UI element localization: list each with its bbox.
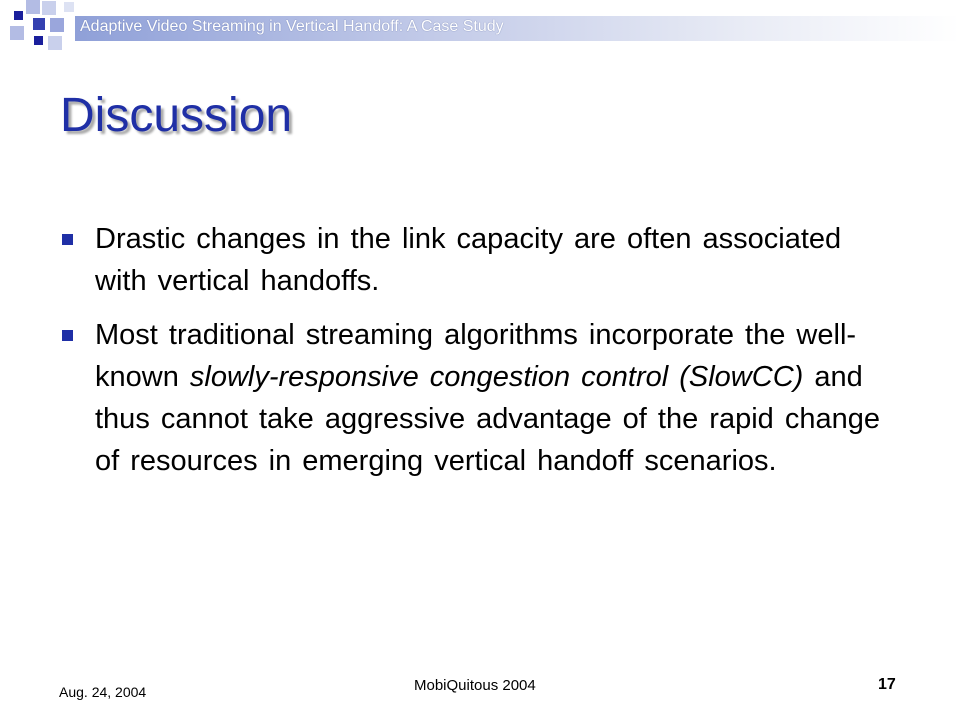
footer-conference: MobiQuitous 2004 xyxy=(414,677,536,694)
bullet-text-italic: slowly-responsive congestion control (SlowCC) xyxy=(189,361,804,393)
corner-square-light xyxy=(64,2,74,12)
corner-square-light xyxy=(26,0,40,14)
bullet-text-segment: and thus cannot take aggressive advantage of the rapid change of resources in emerging vertical handoff scenarios. xyxy=(95,361,880,477)
slide-title: Discussion xyxy=(60,89,293,142)
corner-square-dark xyxy=(14,11,23,20)
bullet-text xyxy=(95,319,880,477)
square-bullet-icon xyxy=(62,234,73,245)
bullet-text-segment: Most traditional streaming algorithms incorporate the well-known xyxy=(95,319,857,393)
bullet-item xyxy=(62,314,892,482)
bullet-list xyxy=(62,218,892,494)
header-title: Adaptive Video Streaming in Vertical Handoff: A Case Study xyxy=(80,18,504,35)
corner-square-light xyxy=(50,18,64,32)
corner-square-dark xyxy=(34,36,43,45)
bullet-text xyxy=(95,223,841,297)
bullet-item xyxy=(62,218,892,302)
corner-square-dark xyxy=(33,18,45,30)
square-bullet-icon xyxy=(62,330,73,341)
bullet-text-segment: Drastic changes in the link capacity are often associated with vertical handoffs. xyxy=(95,223,842,297)
corner-square-light xyxy=(42,1,56,15)
footer-date: Aug. 24, 2004 xyxy=(59,684,147,700)
page-number: 17 xyxy=(878,676,896,693)
corner-square-light xyxy=(10,26,24,40)
corner-square-light xyxy=(48,36,62,50)
